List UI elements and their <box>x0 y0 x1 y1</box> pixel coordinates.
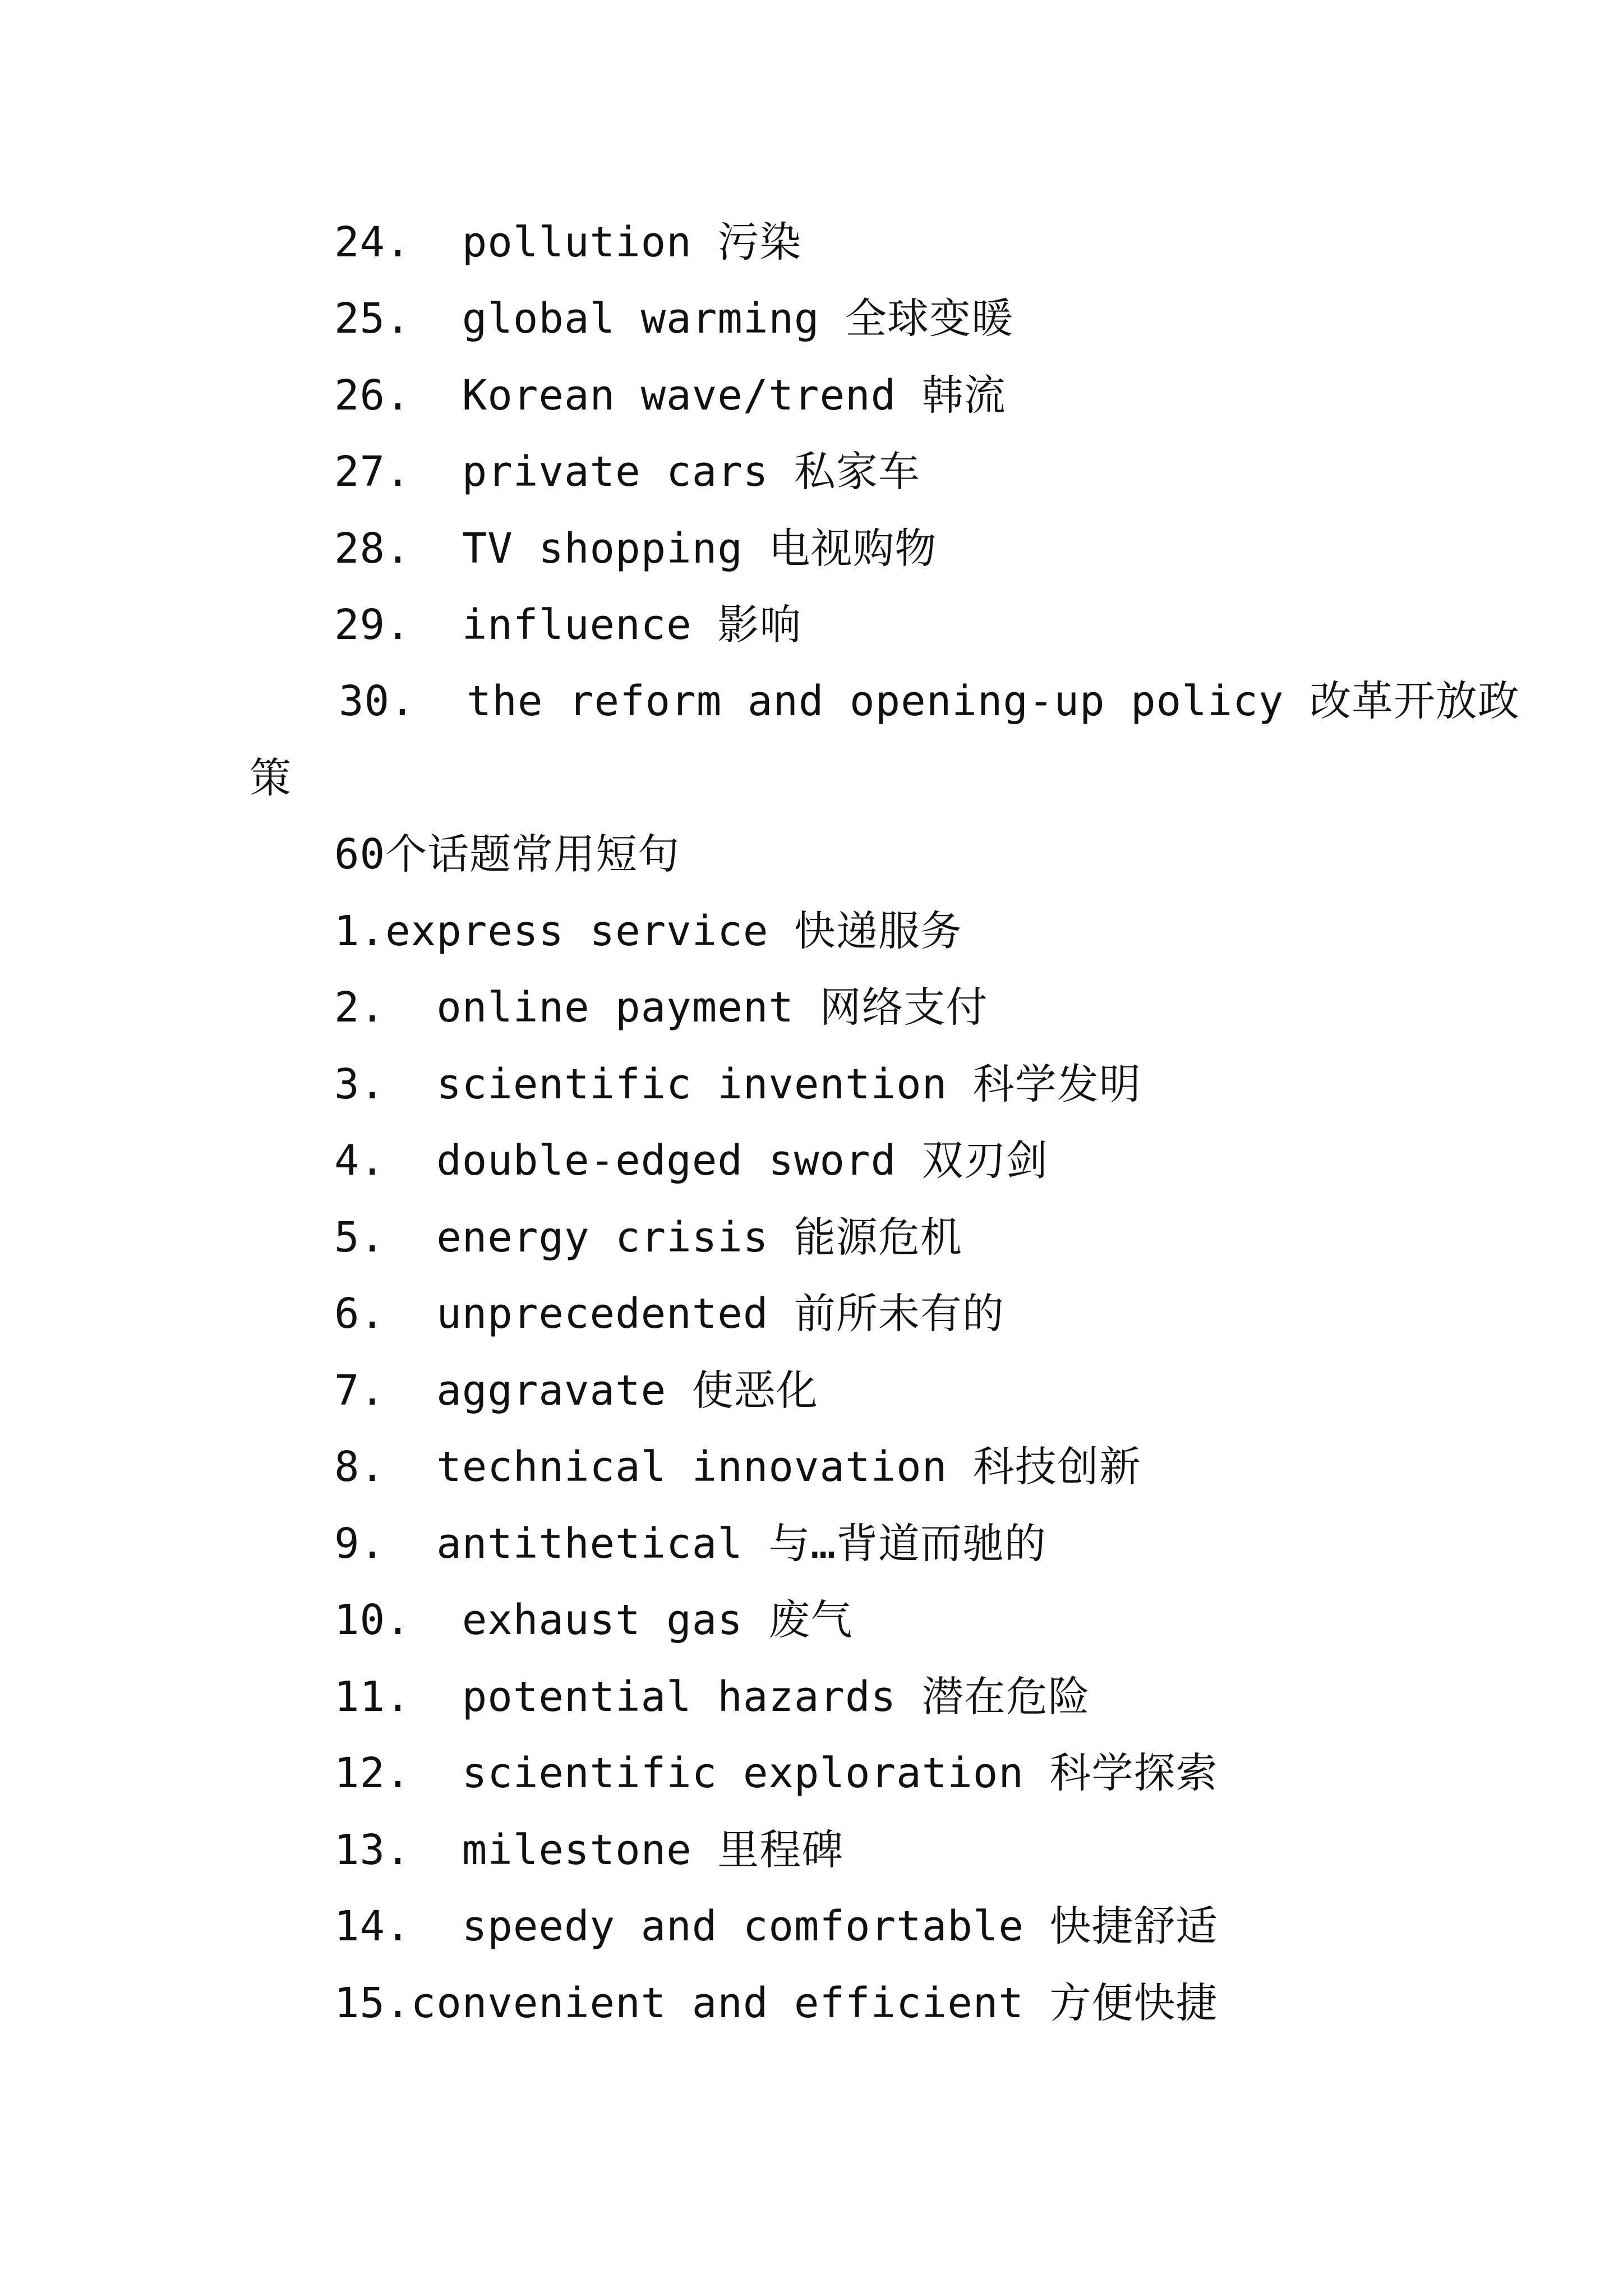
vocab-line-30-continuation: 策 <box>250 754 292 802</box>
phrase-line-10: 10. exhaust gas 废气 <box>334 1596 853 1644</box>
vocab-line-30: 30. the reform and opening-up policy 改革开放政 <box>339 677 1520 725</box>
phrase-line-7: 7. aggravate 使恶化 <box>334 1366 818 1415</box>
phrase-line-3: 3. scientific invention 科学发明 <box>334 1060 1141 1108</box>
vocab-line-25: 25. global warming 全球变暖 <box>334 295 1014 343</box>
vocab-line-26: 26. Korean wave/trend 韩流 <box>334 371 1006 420</box>
phrase-line-9: 9. antithetical 与…背道而驰的 <box>334 1520 1046 1568</box>
vocab-line-28: 28. TV shopping 电视购物 <box>334 524 937 573</box>
phrase-line-13: 13. milestone 里程碑 <box>334 1826 844 1874</box>
phrase-line-6: 6. unprecedented 前所未有的 <box>334 1290 1004 1338</box>
vocab-line-24: 24. pollution 污染 <box>334 218 802 266</box>
phrase-line-4: 4. double-edged sword 双刃剑 <box>334 1137 1048 1185</box>
phrase-line-11: 11. potential hazards 潜在危险 <box>334 1673 1090 1721</box>
phrase-line-8: 8. technical innovation 科技创新 <box>334 1443 1141 1491</box>
phrase-line-2: 2. online payment 网络支付 <box>334 983 988 1032</box>
phrase-line-15: 15.convenient and efficient 方便快捷 <box>334 1979 1218 2027</box>
section-heading: 60个话题常用短句 <box>334 830 680 878</box>
phrase-line-5: 5. energy crisis 能源危机 <box>334 1213 962 1262</box>
phrase-line-1: 1.express service 快递服务 <box>334 907 962 955</box>
vocab-line-29: 29. influence 影响 <box>334 601 802 649</box>
vocab-line-27: 27. private cars 私家车 <box>334 448 920 496</box>
phrase-line-14: 14. speedy and comfortable 快捷舒适 <box>334 1902 1218 1950</box>
phrase-line-12: 12. scientific exploration 科学探索 <box>334 1749 1218 1797</box>
